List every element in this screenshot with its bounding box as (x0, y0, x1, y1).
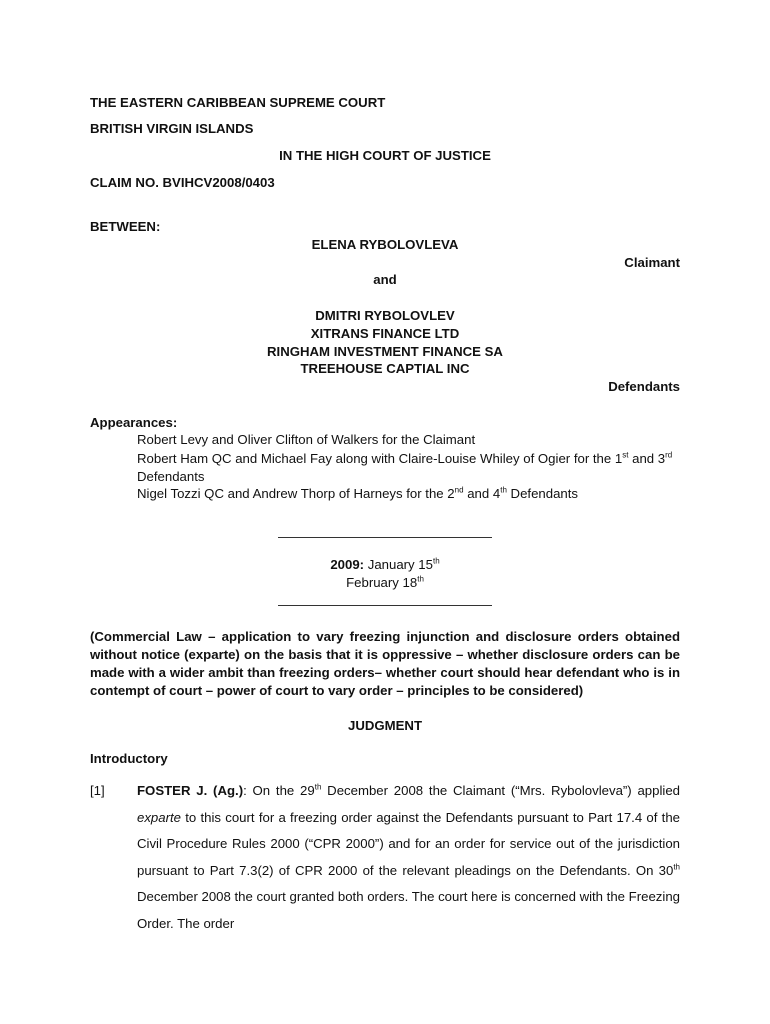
judge-name: FOSTER J. (Ag.) (137, 783, 244, 798)
separator-rule-bottom (278, 605, 492, 606)
hearing-date: January 15 (364, 557, 433, 572)
court-division: IN THE HIGH COURT OF JUSTICE (279, 148, 491, 163)
appearance-claimant: Robert Levy and Oliver Clifton of Walkers for the Claimant (137, 432, 476, 447)
defendant-4: TREEHOUSE CAPTIAL INC (300, 361, 470, 376)
appearances-heading: Appearances: (90, 415, 178, 430)
ordinal-suffix: th (432, 556, 440, 566)
ordinal-suffix: st (622, 450, 629, 460)
latin-term: exparte (137, 809, 181, 825)
hearing-year: 2009: (330, 557, 365, 572)
claimant-name: ELENA RYBOLOVLEVA (311, 237, 459, 252)
appearance-text: and 4 (463, 486, 501, 501)
court-name: THE EASTERN CARIBBEAN SUPREME COURT (90, 95, 386, 110)
appearance-text: Defendants (137, 469, 205, 484)
paragraph-text: : On the 29 (243, 783, 315, 798)
appearance-text: Nigel Tozzi QC and Andrew Thorp of Harneys for the 2 (137, 486, 455, 501)
hearing-date-1 (0, 557, 770, 573)
separator-rule-top (278, 537, 492, 538)
ordinal-suffix: th (314, 782, 322, 792)
defendant-2: XITRANS FINANCE LTD (310, 326, 460, 341)
defendant-1: DMITRI RYBOLOVLEV (315, 308, 455, 323)
and-label: and (373, 272, 397, 287)
paragraph-text: to this court for a freezing order against the Defendants pursuant to Part 17.4 of the Civil Procedure Rules 2000 (“CPR 2000”) and for an order for service out of the jurisdiction pursuant to Part 7.3(2) of CPR 2000 of the relevant pleadings on the Defendants. On 30 (137, 809, 680, 878)
case-summary: (Commercial Law – application to vary freezing injunction and disclosure orders obtained without notice (exparte) on the basis that it is oppressive – whether disclosure orders can be made with a wider ambit than freezing orders– whether court should hear defendant who is in contempt of court – power of court to vary order – principles to be considered) (90, 629, 680, 698)
defendant-3: RINGHAM INVESTMENT FINANCE SA (267, 344, 503, 359)
paragraph-number: [1] (90, 783, 105, 798)
appearance-text: Robert Ham QC and Michael Fay along with Claire-Louise Whiley of Ogier for the 1 (137, 451, 623, 466)
territory-name: BRITISH VIRGIN ISLANDS (90, 121, 254, 136)
claimant-role: Claimant (624, 255, 680, 270)
defendants-role: Defendants (608, 379, 680, 394)
ordinal-suffix: th (673, 862, 680, 872)
between-label: BETWEEN: (90, 219, 161, 234)
paragraph-text: December 2008 the court granted both orders. The court here is concerned with the Freezing Order. The order (137, 889, 680, 931)
ordinal-suffix: nd (454, 485, 464, 495)
appearance-defendants-2-4 (137, 486, 578, 502)
judgment-heading: JUDGMENT (348, 718, 422, 733)
hearing-date-2 (0, 575, 770, 591)
paragraph-text: December 2008 the Claimant (“Mrs. Rybolovleva”) applied (321, 783, 680, 798)
appearance-defendants-1-3 (137, 450, 680, 486)
ordinal-suffix: rd (665, 450, 673, 460)
ordinal-suffix: th (500, 485, 507, 495)
introductory-heading: Introductory (90, 751, 168, 766)
paragraph-1 (137, 778, 680, 937)
appearance-text: and 3 (628, 451, 666, 466)
hearing-date: February 18 (346, 575, 418, 590)
ordinal-suffix: th (417, 574, 424, 584)
appearance-text: Defendants (506, 486, 579, 501)
claim-number: CLAIM NO. BVIHCV2008/0403 (90, 175, 275, 190)
